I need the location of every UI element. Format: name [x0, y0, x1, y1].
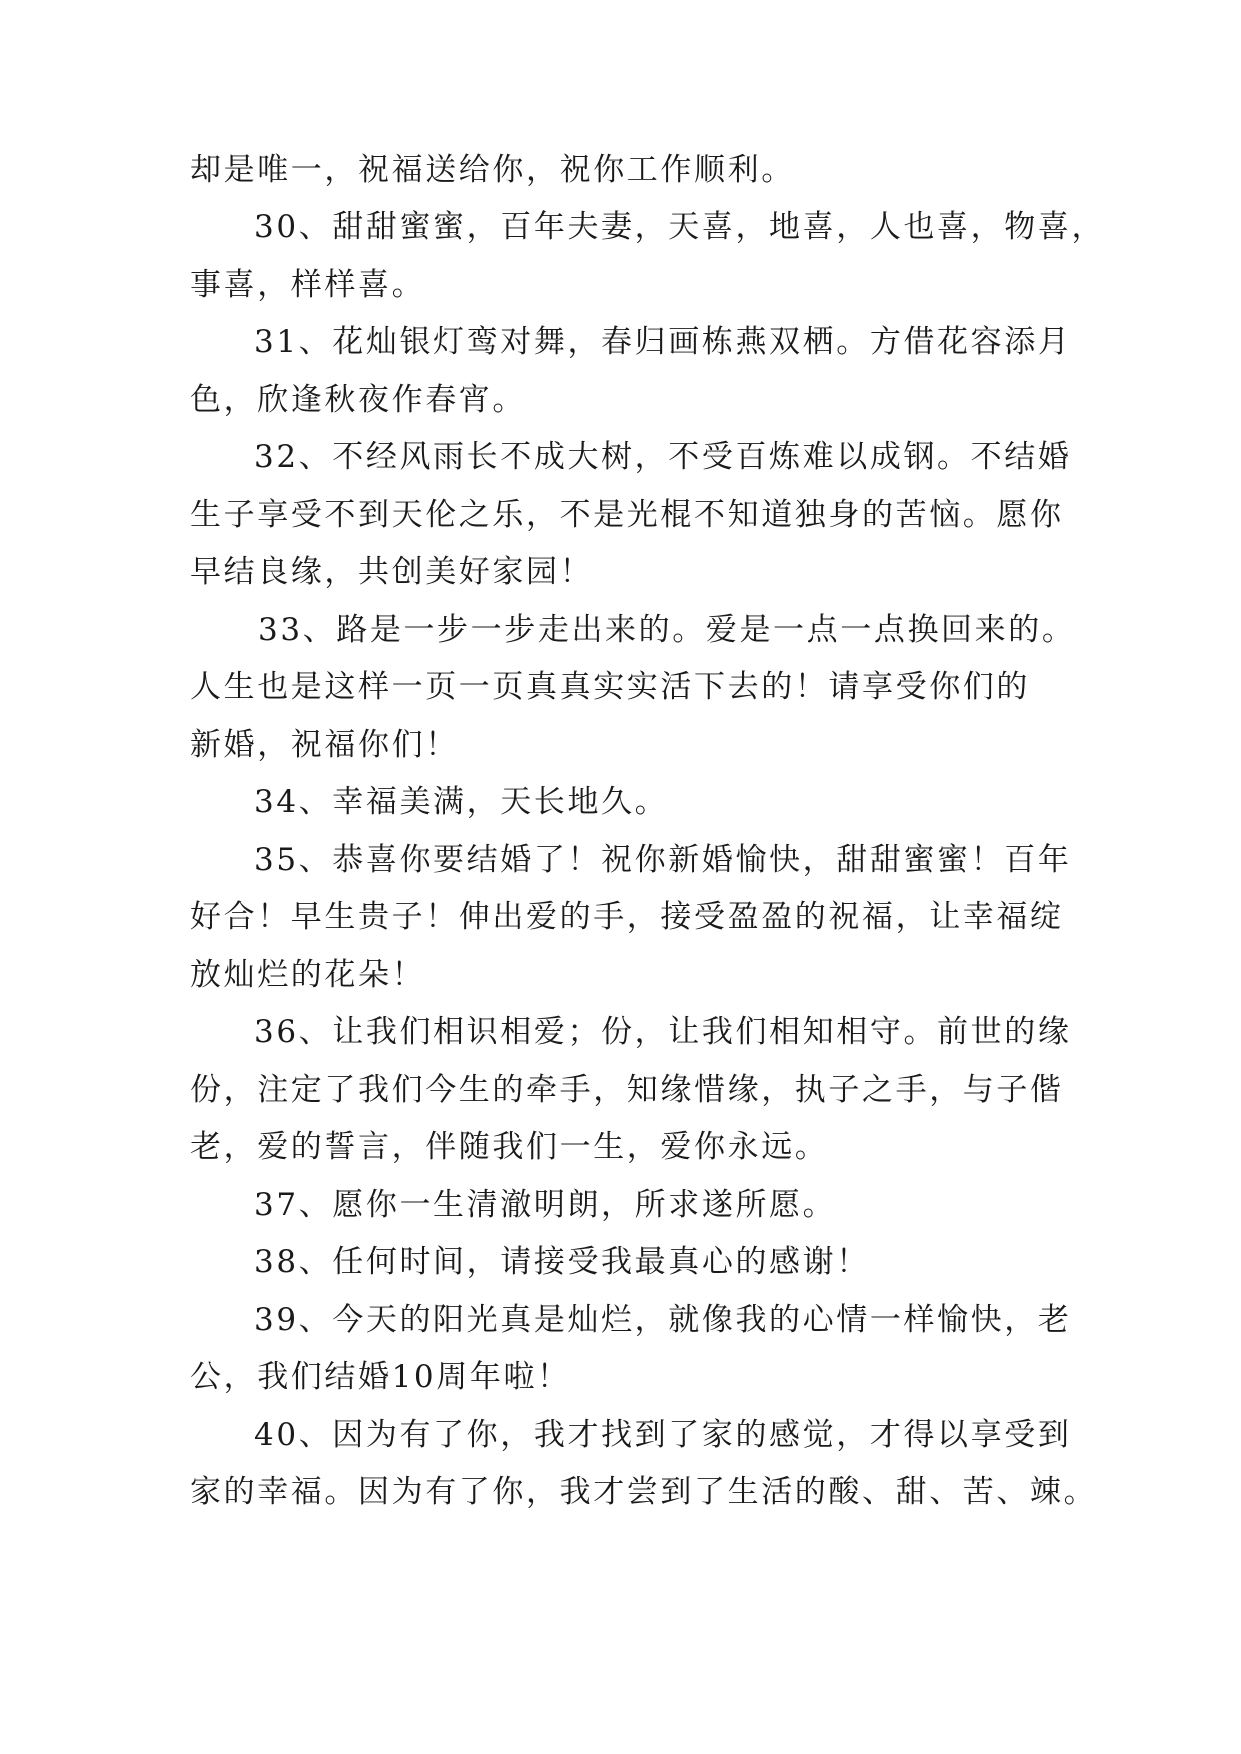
text-line: 事喜，样样喜。 [190, 267, 426, 303]
text-line: 37、愿你一生清澈明朗，所求遂所愿。 [254, 1187, 837, 1223]
text-line: 放灿烂的花朵！ [190, 957, 426, 993]
text-line: 早结良缘，共创美好家园！ [190, 554, 594, 590]
text-line: 好合！早生贵子！伸出爱的手，接受盈盈的祝福，让幸福绽 [190, 899, 1064, 935]
text-line: 生子享受不到天伦之乐，不是光棍不知道独身的苦恼。愿你 [190, 497, 1064, 533]
text-line: 36、让我们相识相爱；份，让我们相知相守。前世的缘 [254, 1014, 1072, 1050]
text-line: 公，我们结婚10周年啦！ [190, 1359, 571, 1395]
text-line: 40、因为有了你，我才找到了家的感觉，才得以享受到 [254, 1417, 1072, 1453]
text-line: 新婚，祝福你们！ [190, 727, 459, 763]
text-line: 老，爱的誓言，伴随我们一生，爱你永远。 [190, 1129, 829, 1165]
text-line: 34、幸福美满，天长地久。 [254, 784, 669, 820]
text-line: 31、花灿银灯鸾对舞，春归画栋燕双栖。方借花容添月 [254, 324, 1072, 360]
text-line: 30、甜甜蜜蜜，百年夫妻，天喜，地喜，人也喜，物喜， [254, 209, 1106, 245]
text-line: 32、不经风雨长不成大树，不受百炼难以成钢。不结婚 [254, 439, 1072, 475]
text-line: 人生也是这样一页一页真真实实活下去的！请享受你们的 [190, 669, 1030, 705]
text-line: 份，注定了我们今生的牵手，知缘惜缘，执子之手，与子偕 [190, 1072, 1064, 1108]
text-line: 39、今天的阳光真是灿烂，就像我的心情一样愉快，老 [254, 1302, 1072, 1338]
text-line: 33、路是一步一步走出来的。爱是一点一点换回来的。 [258, 612, 1076, 648]
text-line: 38、任何时间，请接受我最真心的感谢！ [254, 1244, 870, 1280]
text-line: 色，欣逢秋夜作春宵。 [190, 382, 526, 418]
text-line: 35、恭喜你要结婚了！祝你新婚愉快，甜甜蜜蜜！百年 [254, 842, 1072, 878]
text-line: 却是唯一，祝福送给你，祝你工作顺利。 [190, 152, 795, 188]
text-line: 家的幸福。因为有了你，我才尝到了生活的酸、甜、苦、竦。 [190, 1474, 1098, 1510]
